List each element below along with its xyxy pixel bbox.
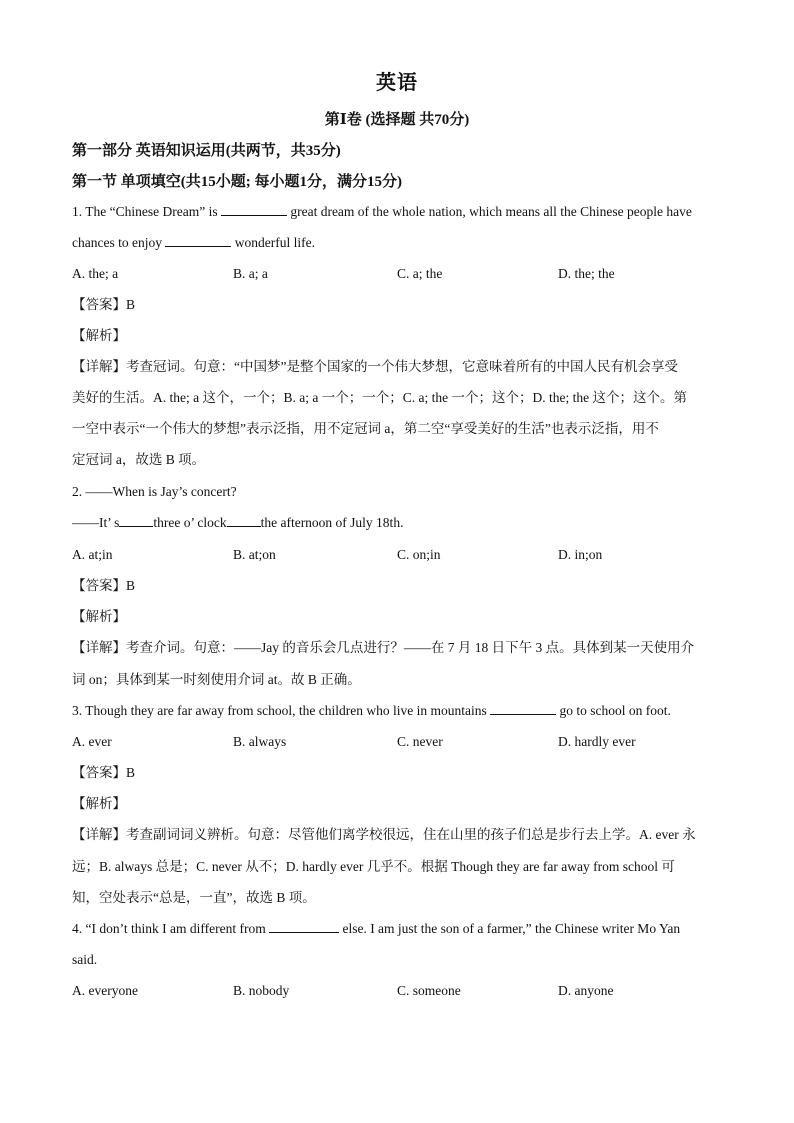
question-2-text-b: three o’ clock [153, 515, 227, 530]
question-2-text-a: ——It’ s [72, 515, 120, 530]
question-1-answer: 【答案】B [72, 297, 136, 312]
question-1-text-d: wonderful life. [234, 235, 315, 250]
answer-blank [119, 513, 153, 527]
question-3-answer: 【答案】B [72, 765, 136, 780]
question-3-line-1 [72, 701, 722, 721]
question-1-text-c: chances to enjoy [72, 235, 162, 250]
question-2-analysis-label: 【解析】 [72, 609, 126, 624]
question-2-detail-2: 词 on；具体到某一时刻使用介词 at。故 B 正确。 [72, 672, 361, 687]
answer-blank [165, 233, 231, 247]
question-3-option-c: C. never [397, 734, 443, 749]
question-1-detail-3: 一空中表示“一个伟大的梦想”表示泛指，用不定冠词 a，第二空“享受美好的生活”也表示泛指，用不 [72, 421, 659, 436]
question-2-option-c: C. on;in [397, 547, 441, 562]
answer-blank [269, 919, 339, 933]
page-title: 英语 [376, 72, 418, 94]
question-1-line-2 [72, 233, 722, 253]
question-4-option-d: D. anyone [558, 983, 614, 998]
answer-blank [490, 701, 556, 715]
question-3-analysis-label: 【解析】 [72, 796, 126, 811]
question-2-option-d: D. in;on [558, 547, 603, 562]
question-3-detail-2: 远；B. always 总是；C. never 从不；D. hardly ever 几乎不。根据 Though they are far away from school 可 [72, 859, 675, 874]
question-1-option-c: C. a; the [397, 266, 443, 281]
question-2-option-b: B. at;on [233, 547, 276, 562]
question-3-option-b: B. always [233, 734, 287, 749]
question-1-analysis-label: 【解析】 [72, 328, 126, 343]
question-1-option-a: A. the; a [72, 266, 119, 281]
answer-blank [227, 513, 261, 527]
question-1-line-1 [72, 202, 722, 222]
question-3-detail-3: 知，空处表示“总是，一直”，故选 B 项。 [72, 890, 316, 905]
question-2-answer: 【答案】B [72, 578, 136, 593]
question-4-option-a: A. everyone [72, 983, 138, 998]
question-2-line-1: 2. ——When is Jay’s concert? [72, 484, 237, 499]
question-4-text-a: 4. “I don’t think I am different from [72, 921, 266, 936]
question-3-detail-1: 【详解】考查副词词义辨析。句意：尽管他们离学校很远，住在山里的孩子们总是步行去上学。A. ever 永 [72, 827, 696, 842]
question-1-detail-1: 【详解】考查冠词。句意：“中国梦”是整个国家的一个伟大梦想，它意味着所有的中国人民有机会享受 [72, 359, 678, 374]
question-1-option-b: B. a; a [233, 266, 268, 281]
answer-blank [221, 202, 287, 216]
question-1-option-d: D. the; the [558, 266, 615, 281]
question-3-text-a: 3. Though they are far away from school, the children who live in mountains [72, 703, 487, 718]
question-4-option-b: B. nobody [233, 983, 290, 998]
question-4-line-2: said. [72, 952, 98, 967]
question-4-option-c: C. someone [397, 983, 461, 998]
part-heading: 第一部分 英语知识运用(共两节，共35分) [72, 143, 341, 159]
question-2-detail-1: 【详解】考查介词。句意：——Jay 的音乐会几点进行？——在 7 月 18 日下午 3 点。具体到某一天使用介 [72, 640, 695, 655]
question-1-text-a: 1. The “Chinese Dream” is [72, 204, 218, 219]
question-3-text-b: go to school on foot. [559, 703, 671, 718]
section-heading: 第一节 单项填空(共15小题; 每小题1分，满分15分) [72, 174, 402, 190]
question-3-option-d: D. hardly ever [558, 734, 636, 749]
question-2-option-a: A. at;in [72, 547, 113, 562]
question-4-line-1 [72, 919, 722, 939]
question-2-line-2 [72, 513, 722, 533]
question-1-detail-2: 美好的生活。A. the; a 这个，一个；B. a; a 一个；一个；C. a; the 一个；这个；D. the; the 这个；这个。第 [72, 390, 687, 405]
question-2-text-c: the afternoon of July 18th. [260, 515, 404, 530]
volume-subtitle: 第Ⅰ卷 (选择题 共70分) [324, 112, 470, 128]
question-1-detail-4: 定冠词 a，故选 B 项。 [72, 452, 206, 467]
question-1-text-b: great dream of the whole nation, which means all the Chinese people have [290, 204, 692, 219]
question-3-option-a: A. ever [72, 734, 112, 749]
question-4-text-b: else. I am just the son of a farmer,” the Chinese writer Mo Yan [342, 921, 681, 936]
